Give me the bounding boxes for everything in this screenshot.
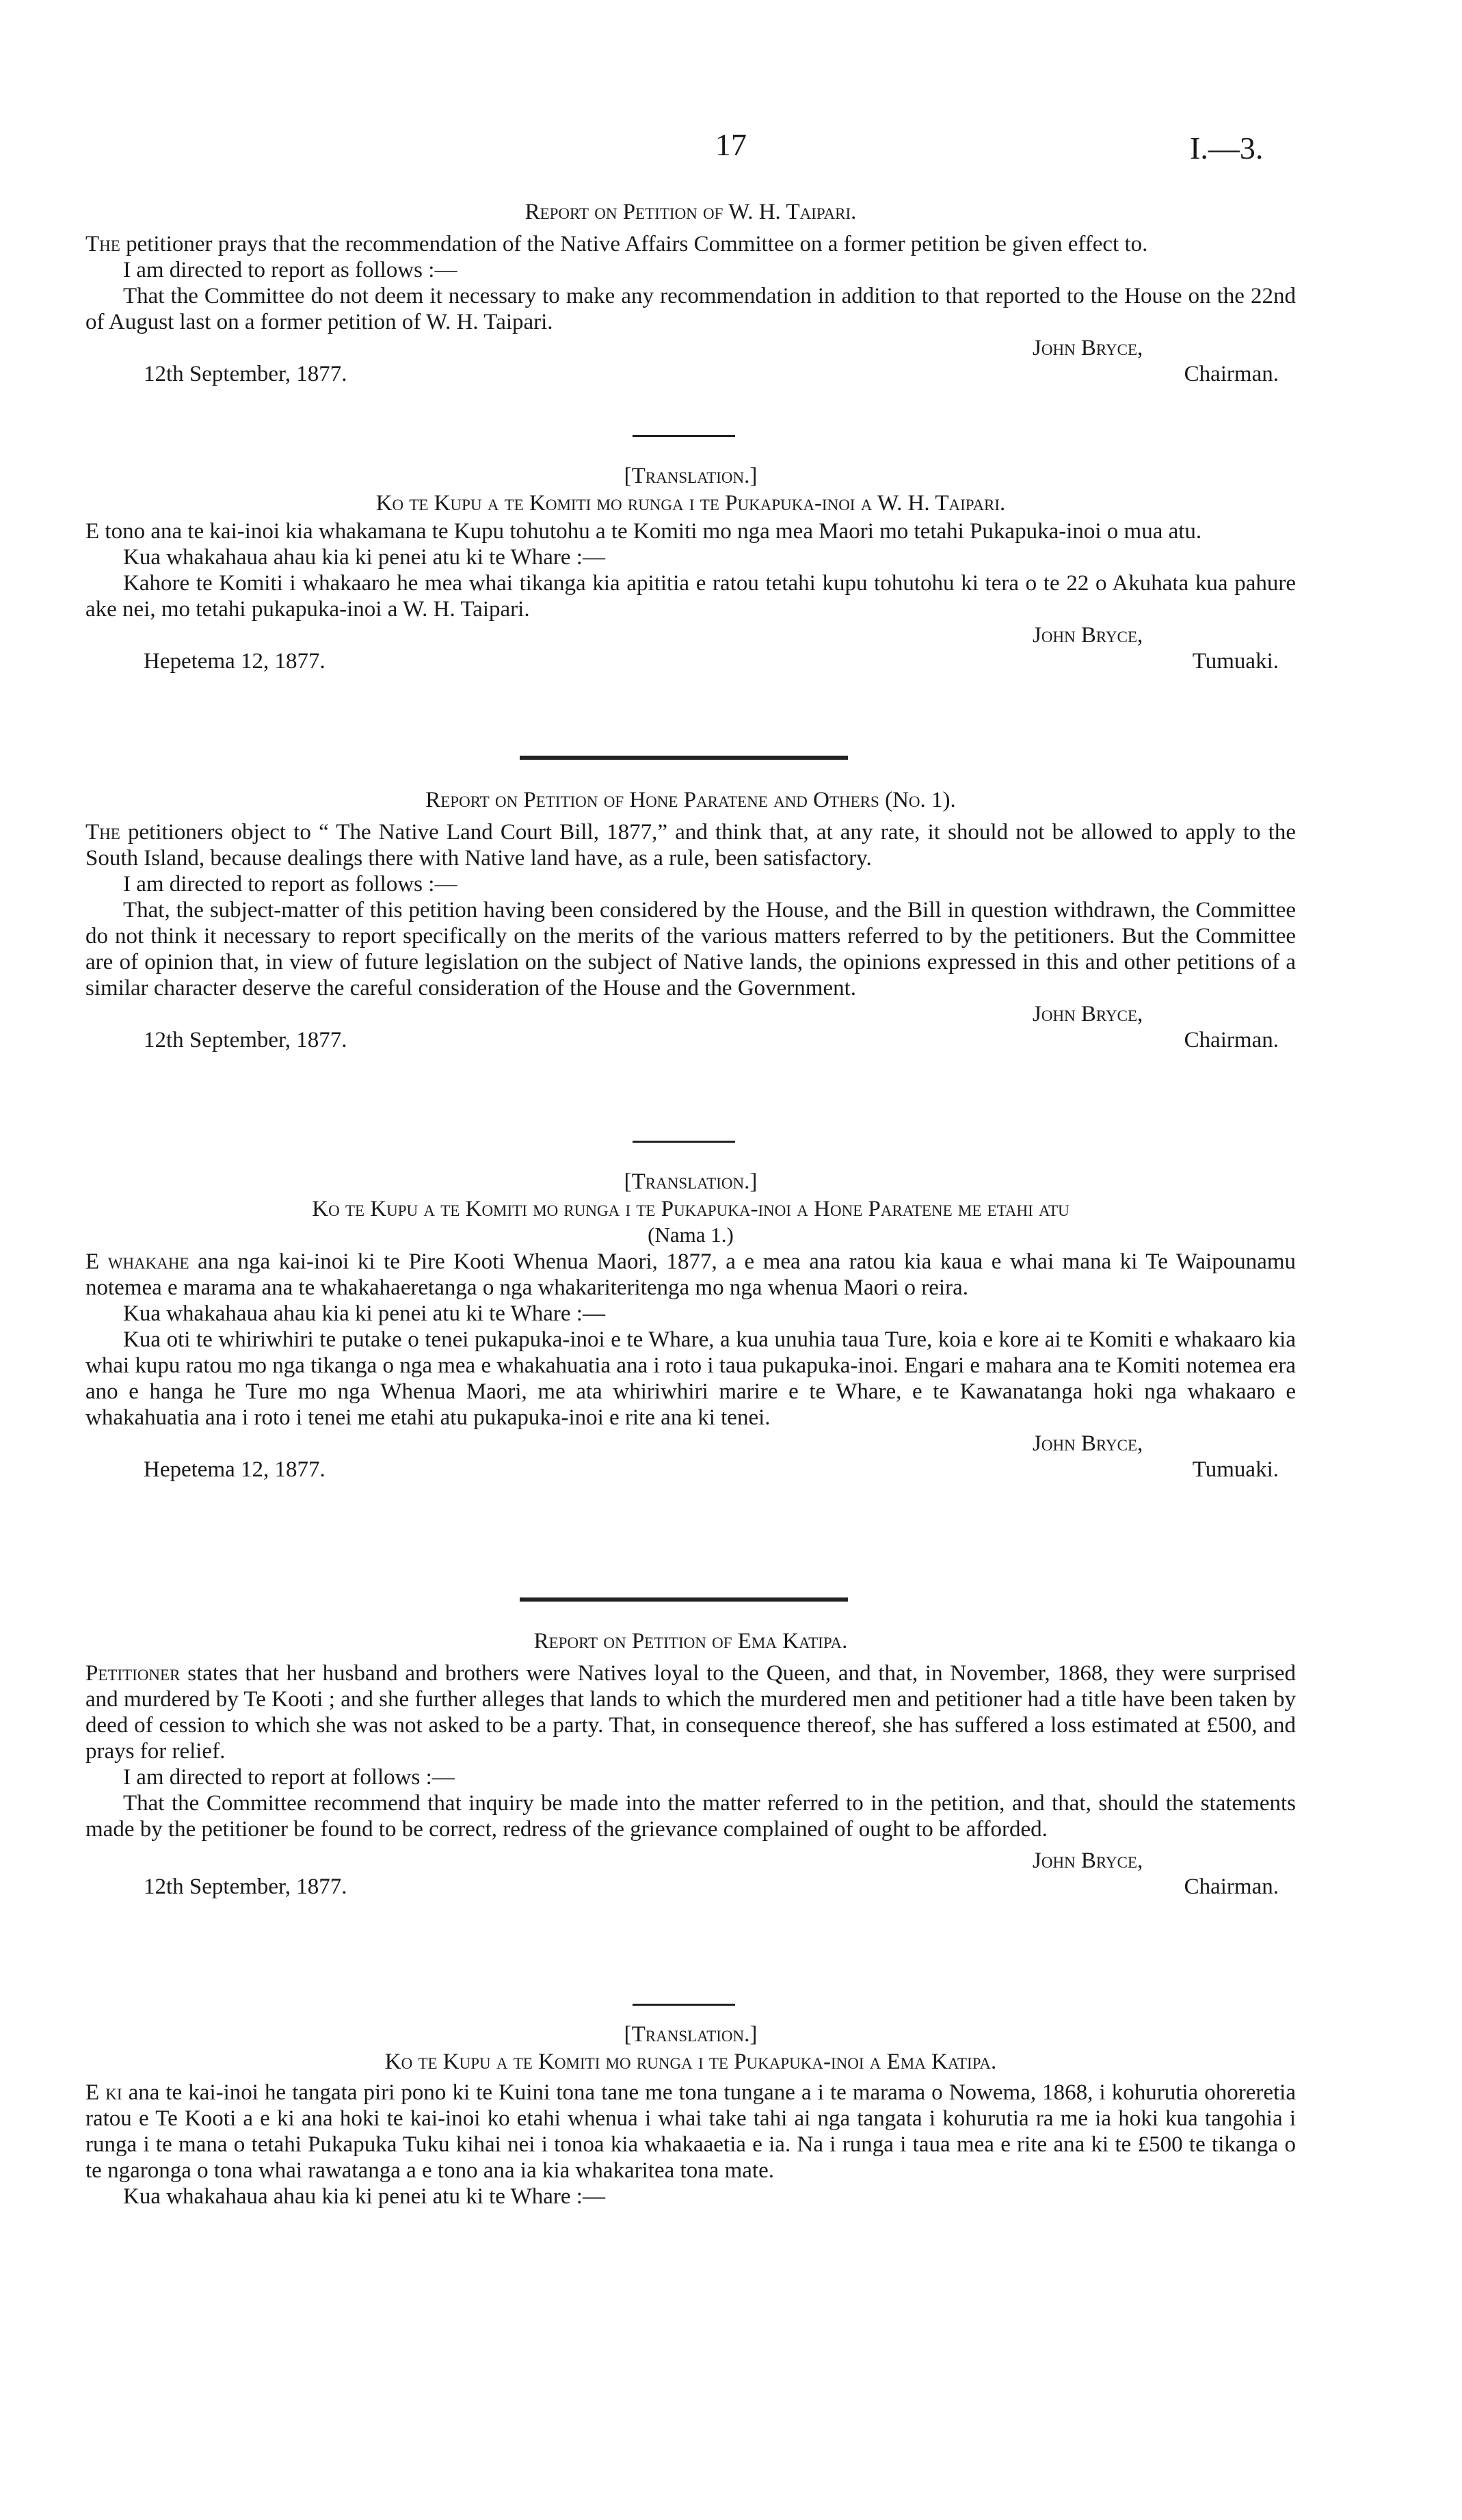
section-divider <box>520 756 848 760</box>
lead-word: E whakahe <box>85 1249 189 1274</box>
lead-word: The <box>85 232 120 256</box>
report-taipari <box>85 198 1296 387</box>
paragraph-text: E tono ana te kai-inoi kia whakamana te Kupu tohutohu a te Komiti mo nga mea Maori mo tetahi Pukapuka-inoi o mua atu. <box>85 519 1202 544</box>
signature-title: Chairman. <box>1184 362 1279 386</box>
section-divider <box>520 1597 848 1602</box>
section-heading: Ko te Kupu a te Komiti mo runga i te Pukapuka-inoi a Hone Paratene me etahi atu <box>312 1197 1069 1221</box>
divider <box>633 435 735 437</box>
paragraph-text: Kahore te Komiti i whakaaro he mea whai tikanga kia apititia e ratou tetahi kupu tohutohu ki tera o te 22 o Akuhata kua pahure ake nei, mo tetahi pukapuka-inoi a W. H. Taipari. <box>85 571 1296 622</box>
translation-taipari <box>85 462 1296 674</box>
section-subheading: (Nama 1.) <box>648 1223 734 1247</box>
paragraph-text: petitioners object to “ The Native Land Court Bill, 1877,” and think that, at any rate, it should not be allowed to apply to the South Island, because dealings there with Native land have, as a rule, been satisfactory. <box>85 820 1297 871</box>
page-number: 17 <box>715 127 747 162</box>
date: Hepetema 12, 1877. <box>144 649 325 674</box>
paper-reference: I.—3. <box>1190 131 1264 165</box>
lead-word: Petitioner <box>85 1661 181 1686</box>
paragraph-text: I am directed to report at follows :— <box>123 1765 455 1790</box>
signature-title: Tumuaki. <box>1192 1457 1279 1482</box>
section-heading: Ko te Kupu a te Komiti mo runga i te Pukapuka-inoi a Ema Katipa. <box>384 2050 997 2074</box>
signature-name: John Bryce, <box>1033 336 1143 360</box>
report-paratene <box>85 786 1296 1053</box>
signature-title: Chairman. <box>1184 1028 1279 1052</box>
paragraph-text: Kua oti te whiriwhiri te putake o tenei pukapuka-inoi e te Whare, a kua unuhia taua Ture, koia e kore ai te Komiti e whakaaro kia whai kupu ratou mo nga tikanga o nga mea e whakahuatia ana i roto i taua pukapuka-inoi. Engari e mahara ana te Komiti notemea era ano e hanga he Ture mo nga Whenua Maori, me ata whiriwhiri marire e te Whare, e te Kawanatanga hoki nga whakaaro e whakahuatia ana i roto i tenei me etahi atu pukapuka-inoi e rite ana ki tenei. <box>85 1327 1296 1430</box>
paragraph-text: petitioner prays that the recommendation of the Native Affairs Committee on a former petition be given effect to. <box>126 232 1148 256</box>
translation-katipa <box>85 2021 1296 2210</box>
paragraph-text: That, the subject-matter of this petition having been considered by the House, and the Bill in question withdrawn, the Committee do not think it necessary to report specifically on the merits of the various matters referred to by the petitioners. But the Committee are of opinion that, in view of future legislation on the subject of Native lands, the opinions expressed in this and other petitions of a similar character deserve the careful consideration of the House and the Government. <box>85 898 1296 1000</box>
divider <box>633 1141 735 1143</box>
translation-label: [Translation.] <box>624 2022 758 2047</box>
signature-name: John Bryce, <box>1033 623 1143 648</box>
signature-name: John Bryce, <box>1033 1002 1143 1026</box>
paragraph-text: ana nga kai-inoi ki te Pire Kooti Whenua Maori, 1877, a e mea ana ratou kia kaua e whai mana ki Te Waipounamu notemea e marama ana te whakahaeretanga o nga whakariteritenga mo nga whenua Maori o reira. <box>85 1249 1297 1300</box>
signature-name: John Bryce, <box>1033 1848 1143 1873</box>
lead-word: The <box>85 820 120 845</box>
section-heading: Report on Petition of W. H. Taipari. <box>524 200 857 224</box>
paragraph-text: That the Committee recommend that inquiry be made into the matter referred to in the petition, and that, should the statements made by the petitioner be found to be correct, redress of the grievance complained of ought to be afforded. <box>85 1791 1296 1842</box>
date: Hepetema 12, 1877. <box>144 1457 325 1482</box>
date: 12th September, 1877. <box>144 1028 347 1052</box>
paragraph-text: Kua whakahaua ahau kia ki penei atu ki te Whare :— <box>123 545 605 570</box>
paragraph-text: I am directed to report as follows :— <box>123 258 457 282</box>
section-heading: Report on Petition of Hone Paratene and Others (No. 1). <box>425 788 956 812</box>
date: 12th September, 1877. <box>144 362 347 386</box>
section-heading: Ko te Kupu a te Komiti mo runga i te Pukapuka-inoi a W. H. Taipari. <box>375 491 1006 516</box>
lead-word: E ki <box>85 2080 122 2105</box>
paragraph-text: Kua whakahaua ahau kia ki penei atu ki te Whare :— <box>123 2184 605 2209</box>
paragraph-text: That the Committee do not deem it necessary to make any recommendation in addition to that reported to the House on the 22nd of August last on a former petition of W. H. Taipari. <box>85 284 1296 334</box>
translation-label: [Translation.] <box>624 1169 758 1194</box>
paragraph-text: states that her husband and brothers were Natives loyal to the Queen, and that, in November, 1868, they were surprised and murdered by Te Kooti ; and she further alleges that lands to which the murdered men and petitioner had a title have been taken by deed of cession to which she was not asked to be a party. That, in consequence thereof, she has suffered a loss estimated at £500, and prays for relief. <box>85 1661 1297 1764</box>
paragraph-text: I am directed to report as follows :— <box>123 872 457 897</box>
translation-label: [Translation.] <box>624 464 758 488</box>
paragraph-text: ana te kai-inoi he tangata piri pono ki te Kuini tona tane me tona tungane a i te marama o Nowema, 1868, i kohurutia ohoreretia ratou e Te Kooti a e ki ana hoki te kai-inoi ko etahi whenua i whai take tahi ai nga tangata i kohurutia ra me ia hoki kua tangohia i runga i te mana o tetahi Pukapuka Tuku kihai nei i tonoa kia whakaaetia e ia. Na i runga i taua mea e rite ana ki te £500 te tikanga o te ngaronga o tona whai rawatanga a e tono ana ia kia whakaritea tona mate. <box>85 2080 1296 2183</box>
date: 12th September, 1877. <box>144 1874 347 1899</box>
signature-title: Chairman. <box>1184 1874 1279 1899</box>
translation-paratene <box>85 1168 1296 1483</box>
signature-title: Tumuaki. <box>1192 649 1279 674</box>
signature-name: John Bryce, <box>1033 1431 1143 1456</box>
divider <box>633 2004 735 2006</box>
paragraph-text: Kua whakahaua ahau kia ki penei atu ki te Whare :— <box>123 1301 605 1326</box>
section-heading: Report on Petition of Ema Katipa. <box>533 1629 848 1654</box>
report-katipa <box>85 1628 1296 1900</box>
